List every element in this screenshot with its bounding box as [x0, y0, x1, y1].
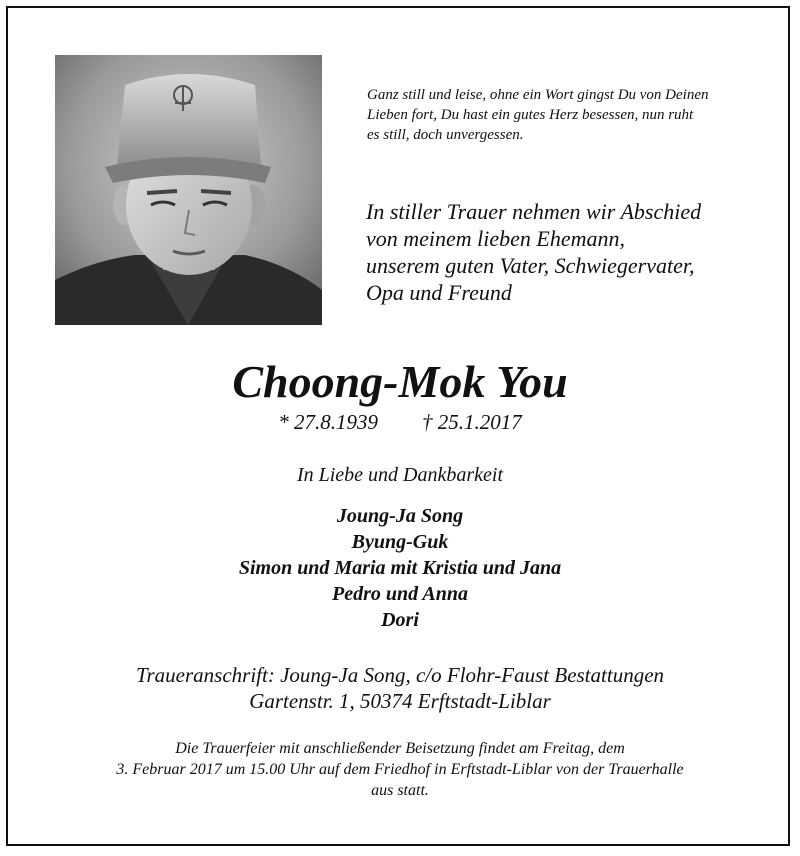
- family-member: Simon und Maria mit Kristia und Jana: [238, 557, 562, 579]
- farewell-line: Opa und Freund: [366, 280, 512, 305]
- birth-date: * 27.8.1939: [278, 410, 378, 434]
- ceremony-line: 3. Februar 2017 um 15.00 Uhr auf dem Friedhof in Erftstadt-Liblar von der Trauerhalle: [116, 761, 684, 778]
- life-dates: [0, 409, 800, 435]
- poem-line: es still, doch unvergessen.: [367, 127, 524, 143]
- address-line: Gartenstr. 1, 50374 Erftstadt-Liblar: [249, 689, 551, 713]
- poem-verse: [367, 85, 777, 145]
- mourning-address: [0, 662, 800, 714]
- family-list: [0, 503, 800, 633]
- family-member: Joung-Ja Song: [336, 505, 464, 527]
- ceremony-line: Die Trauerfeier mit anschließender Beisetzung findet am Freitag, dem: [175, 740, 625, 757]
- ceremony-line: aus statt.: [371, 782, 429, 799]
- deceased-name: Choong-Mok You: [232, 356, 568, 407]
- family-member: Dori: [381, 609, 419, 631]
- family-member: Pedro und Anna: [332, 583, 468, 605]
- farewell-line: von meinem lieben Ehemann,: [366, 226, 626, 251]
- farewell-line: unserem guten Vater, Schwiegervater,: [366, 253, 695, 278]
- farewell-line: In stiller Trauer nehmen wir Abschied: [366, 199, 702, 224]
- poem-line: Ganz still und leise, ohne ein Wort gingst Du von Deinen: [367, 87, 709, 103]
- love-line: In Liebe und Dankbarkeit: [296, 464, 504, 486]
- death-date: † 25.1.2017: [422, 410, 522, 434]
- ceremony-info: [0, 738, 800, 801]
- family-member: Byung-Guk: [351, 531, 449, 553]
- farewell-text: [366, 198, 786, 306]
- poem-line: Lieben fort, Du hast ein gutes Herz besessen, nun ruht: [367, 107, 694, 123]
- address-line: Traueranschrift: Joung-Ja Song, c/o Flohr-Faust Bestattungen: [135, 663, 665, 687]
- portrait-photo: [55, 55, 322, 325]
